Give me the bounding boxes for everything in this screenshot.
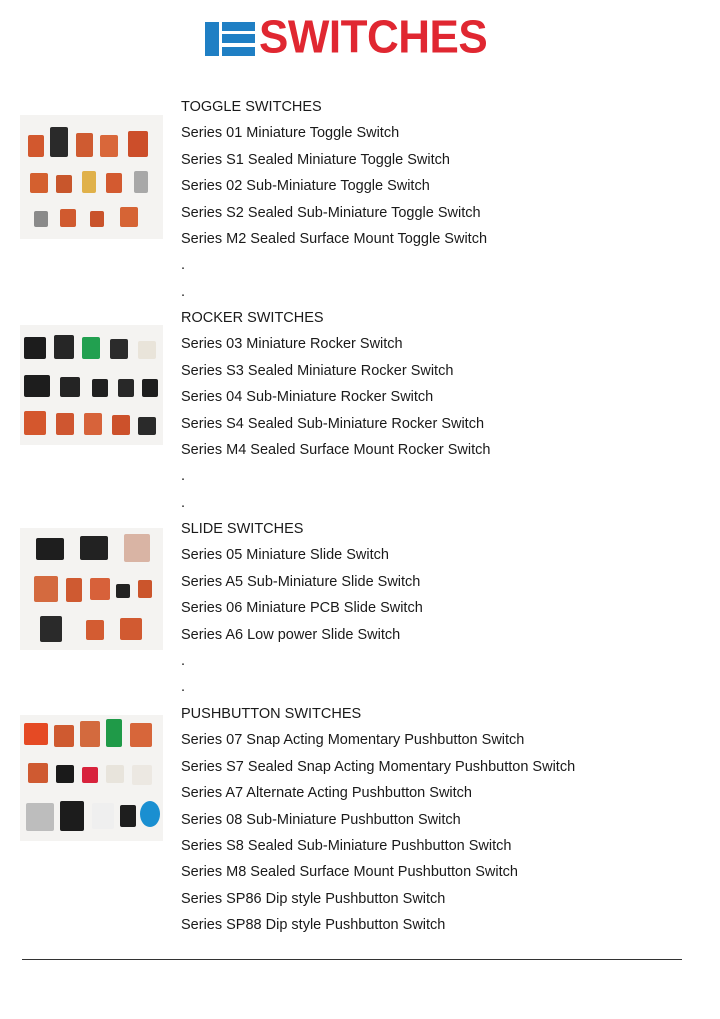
section-rocker [181,305,490,516]
list-item: Series S4 Sealed Sub-Miniature Rocker Switch [181,415,485,432]
brand-logo [205,11,488,64]
section-pushbutton [181,701,575,939]
section-toggle [181,94,487,305]
pushbutton-switches-photo [20,715,163,841]
spacer-dot: . [181,257,186,274]
section-heading: ROCKER SWITCHES [181,310,324,326]
spacer-dot: . [181,494,186,511]
slide-switches-photo [20,528,163,650]
list-item: Series 01 Miniature Toggle Switch [181,125,400,142]
spacer-dot: . [181,468,186,485]
list-item: Series 08 Sub-Miniature Pushbutton Switch [181,811,461,828]
list-item: Series 07 Snap Acting Momentary Pushbutton Switch [181,732,525,749]
list-item: Series S3 Sealed Miniature Rocker Switch [181,362,454,379]
list-item: Series M4 Sealed Surface Mount Rocker Switch [181,441,491,458]
spacer-dot: . [181,679,186,696]
footer-divider [22,959,682,960]
list-item: Series 04 Sub-Miniature Rocker Switch [181,389,434,406]
spacer-dot: . [181,283,186,300]
spacer-dot: . [181,652,186,669]
section-slide [181,516,423,701]
section-heading: TOGGLE SWITCHES [181,99,322,115]
logo-wordmark: SWITCHES [259,11,488,64]
list-item: Series S2 Sealed Sub-Miniature Toggle Switch [181,204,481,221]
list-item: Series M8 Sealed Surface Mount Pushbutton Switch [181,864,518,881]
list-item: Series A6 Low power Slide Switch [181,626,401,643]
is-logo-mark-icon [205,18,255,58]
section-heading: SLIDE SWITCHES [181,521,304,537]
list-item: Series S1 Sealed Miniature Toggle Switch [181,151,450,168]
list-item: Series S7 Sealed Snap Acting Momentary Pushbutton Switch [181,758,576,775]
list-item: Series 06 Miniature PCB Slide Switch [181,600,423,617]
section-heading: PUSHBUTTON SWITCHES [181,706,362,722]
list-item: Series 05 Miniature Slide Switch [181,547,389,564]
list-item: Series A5 Sub-Miniature Slide Switch [181,573,421,590]
list-item: Series A7 Alternate Acting Pushbutton Switch [181,785,472,802]
list-item: Series M2 Sealed Surface Mount Toggle Switch [181,230,488,247]
rocker-switches-photo [20,325,163,445]
list-item: Series S8 Sealed Sub-Miniature Pushbutton Switch [181,837,512,854]
list-item: Series 03 Miniature Rocker Switch [181,336,403,353]
list-item: Series SP88 Dip style Pushbutton Switch [181,917,446,934]
toggle-switches-photo [20,115,163,239]
list-item: Series SP86 Dip style Pushbutton Switch [181,890,446,907]
list-item: Series 02 Sub-Miniature Toggle Switch [181,178,430,195]
